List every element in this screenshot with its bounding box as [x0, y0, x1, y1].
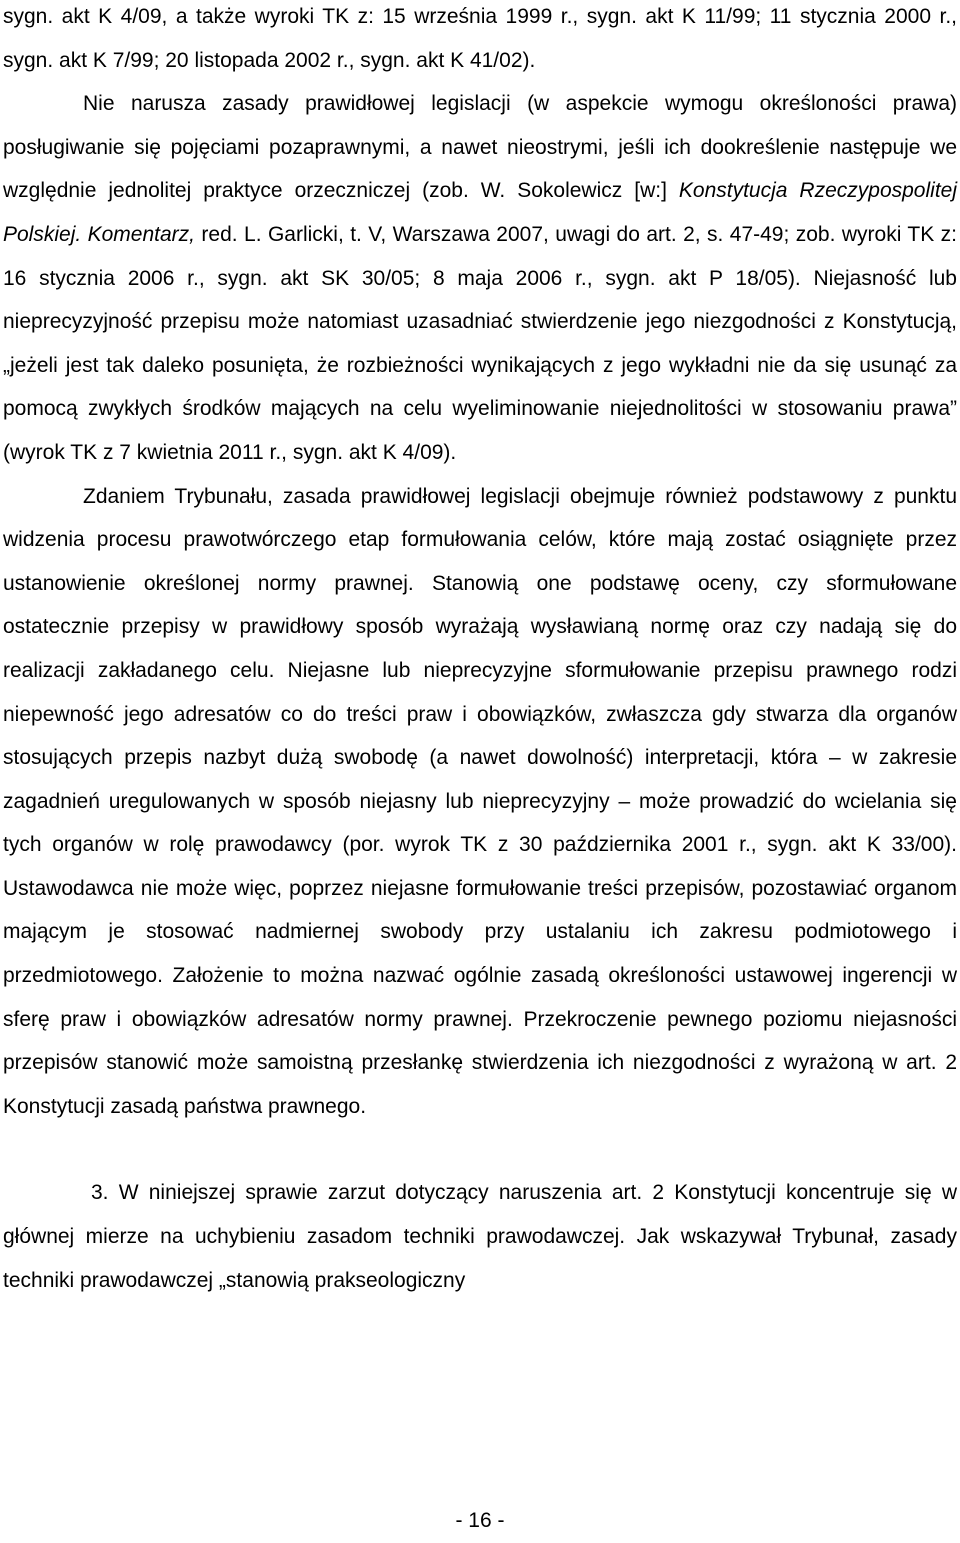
- paragraph-citations-continued: sygn. akt K 4/09, a także wyroki TK z: 15 września 1999 r., sygn. akt K 11/99; 11 stycznia 2000 r., sygn. akt K 7/99; 20 listopada 2002 r., sygn. akt K 41/02).: [3, 5, 957, 72]
- paragraph-legal-definiteness: [3, 82, 957, 474]
- paragraph-text-before-citation: Nie narusza zasady prawidłowej legislacji (w aspekcie wymogu określoności prawa) posługiwanie się pojęciami pozaprawnymi, a nawet nieostrymi, jeśli ich dookreślenie następuje we względnie jednolitej praktyce orzeczniczej (zob. W. Sokolewicz [w:]: [3, 92, 957, 203]
- paragraph-text-after-citation: red. L. Garlicki, t. V, Warszawa 2007, uwagi do art. 2, s. 47-49; zob. wyroki TK z: 16 stycznia 2006 r., sygn. akt SK 30/05; 8 maja 2006 r., sygn. akt P 18/05). Niejasność lub nieprecyzyjność przepisu może natomiast uzasadniać stwierdzenie jego niezgodności z Konstytucją, „jeżeli jest tak daleko posunięta, że rozbieżności wynikających z jego wykładni nie da się usunąć za pomocą zwykłych środków mających na celu wyeliminowanie niejednolitości w stosowaniu prawa” (wyrok TK z 7 kwietnia 2011 r., sygn. akt K 4/09).: [3, 222, 957, 464]
- page-number: - 16 -: [455, 1509, 505, 1532]
- paragraph-section-3: 3. W niniejszej sprawie zarzut dotyczący naruszenia art. 2 Konstytucji koncentruje się w głównej mierze na uchybieniu zasadom techniki prawodawczej. Jak wskazywał Trybunał, zasady techniki prawodawczej „stanowią prakseologiczny: [3, 1181, 957, 1292]
- paragraph-tribunal-opinion: Zdaniem Trybunału, zasada prawidłowej legislacji obejmuje również podstawowy z punktu widzenia procesu prawotwórczego etap formułowania celów, które mają zostać osiągnięte przez ustanowienie określonej normy prawnej. Stanowią one podstawę oceny, czy sformułowane ostatecznie przepisy w prawidłowy sposób wyrażają wysławianą normę oraz czy nadają się do realizacji zakładanego celu. Niejasne lub nieprecyzyjne sformułowanie przepisu prawnego rodzi niepewność jego adresatów co do treści praw i obowiązków, zwłaszcza gdy stwarza dla organów stosujących przepis nazbyt dużą swobodę (a nawet dowolność) interpretacji, która – w zakresie zagadnień uregulowanych w sposób niejasny lub nieprecyzyjny – może prowadzić do wcielania się tych organów w rolę prawodawcy (por. wyrok TK z 30 października 2001 r., sygn. akt K 33/00). Ustawodawca nie może więc, poprzez niejasne formułowanie treści przepisów, pozostawiać organom mającym je stosować nadmiernej swobody przy ustalaniu ich zakresu podmiotowego i przedmiotowego. Założenie to można nazwać ogólnie zasadą określoności ustawowej ingerencji w sferę praw i obowiązków adresatów normy prawnej. Przekroczenie pewnego poziomu niejasności przepisów stanowić może samoistną przesłankę stwierdzenia ich niezgodności z wyrażoną w art. 2 Konstytucji zasadą państwa prawnego.: [3, 484, 957, 1118]
- book-title-citation: Konstytucja Rzeczypospolitej Polskiej. Komentarz,: [3, 179, 957, 246]
- document-page: [3, 0, 957, 1302]
- section-spacer: [3, 1128, 957, 1171]
